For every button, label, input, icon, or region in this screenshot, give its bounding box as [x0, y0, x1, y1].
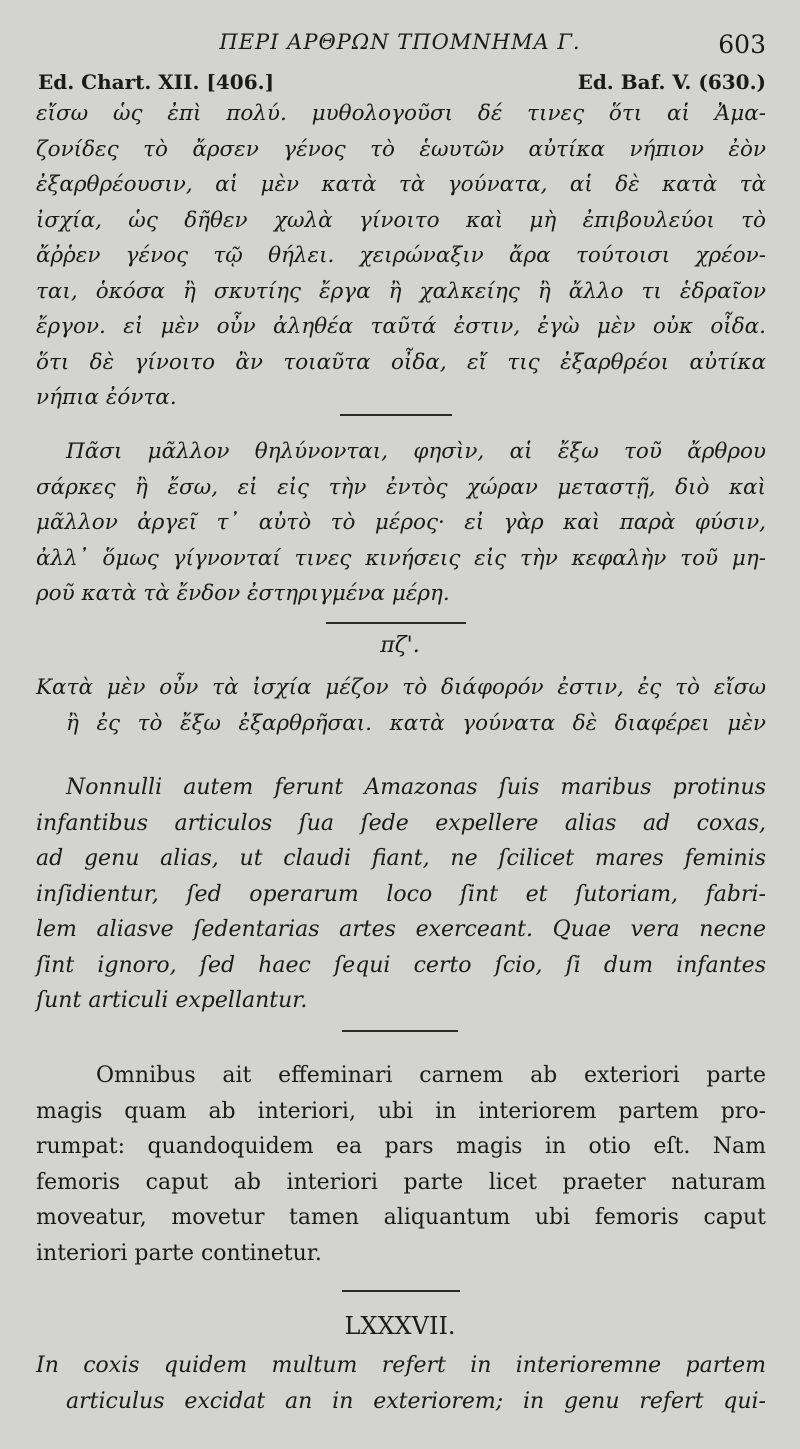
greek-paragraph-2	[36, 434, 766, 612]
text-line: ἔργον. εἰ μὲν οὖν ἀληθέα ταῦτά ἐστιν, ἐγὼ μὲν οὐκ οἶδα.	[36, 314, 766, 339]
text-line: σάρκες ἢ ἔσω, εἰ εἰς τὴν ἐντὸς χώραν μεταστῇ, διὸ καὶ	[36, 474, 766, 500]
section-divider	[340, 414, 452, 416]
text-line: ſint ignoro, ſed haec ſequi certo ſcio, ſi dum infantes	[36, 952, 766, 978]
edition-reference-right: Ed. Baf. V. (630.)	[577, 70, 766, 94]
text-line: ροῦ κατὰ τὰ ἔνδον ἐστηριγμένα μέρη.	[36, 581, 450, 606]
text-line: Πᾶσι μᾶλλον θηλύνονται, φησὶν, αἱ ἔξω τοῦ ἄρθρου	[66, 439, 766, 464]
text-line: rumpat: quandoquidem ea pars magis in otio eſt. Nam	[36, 1134, 766, 1159]
text-line: ad genu alias, ut claudi fiant, ne ſcilicet mares feminis	[36, 846, 766, 871]
text-line: moveatur, movetur tamen aliquantum ubi femoris caput	[36, 1205, 766, 1230]
text-line: ὅτι δὲ γίνοιτο ἂν τοιαῦτα οἶδα, εἴ τις ἐξαρθρέοι αὐτίκα	[36, 349, 766, 375]
text-line: ἀλλ᾽ ὅμως γίγνονταί τινες κινήσεις εἰς τὴν κεφαλὴν τοῦ μη-	[36, 545, 766, 571]
latin-paragraph-1	[36, 770, 766, 1019]
section-number-roman: LXXXVII.	[344, 1312, 456, 1340]
text-line: articulus excidat an in exteriorem; in genu refert qui-	[66, 1388, 766, 1414]
text-line: infantibus articulos ſua ſede expellere alias ad coxas,	[36, 810, 766, 836]
text-line: Nonnulli autem ferunt Amazonas ſuis maribus protinus	[66, 775, 766, 800]
text-line: ται, ὁκόσα ἢ σκυτίης ἔργα ἢ χαλκείης ἢ ἄλλο τι ἑδραῖον	[36, 278, 766, 304]
text-line: εἴσω ὡς ἐπὶ πολύ. μυθολογοῦσι δέ τινες ὅτι αἱ Ἀμα-	[36, 101, 766, 126]
text-line: ἰσχία, ὡς δῆθεν χωλὰ γίνοιτο καὶ μὴ ἐπιβουλεύοι τὸ	[36, 207, 766, 233]
text-line: magis quam ab interiori, ubi in interiorem partem pro-	[36, 1098, 766, 1124]
latin-paragraph-2	[36, 1058, 766, 1271]
text-line: νήπια ἐόντα.	[36, 385, 177, 410]
text-line: Κατὰ μὲν οὖν τὰ ἰσχία μέζον τὸ διάφορόν ἐστιν, ἐς τὸ εἴσω	[36, 675, 766, 700]
text-line: interiori parte continetur.	[36, 1240, 322, 1266]
page-number: 603	[718, 30, 766, 59]
running-title: ΠΕΡΙ ΑΡΘΡΩΝ ΤΠΟΜΝΗΜΑ Γ.	[219, 30, 581, 54]
text-line: ἐξαρθρέουσιν, αἱ μὲν κατὰ τὰ γούνατα, αἱ δὲ κατὰ τὰ	[36, 172, 766, 197]
latin-paragraph-3	[36, 1348, 766, 1419]
edition-reference-left: Ed. Chart. XII. [406.]	[38, 70, 275, 94]
greek-paragraph-3	[36, 670, 766, 741]
text-line: ſunt articuli expellantur.	[36, 988, 308, 1013]
text-line: Omnibus ait effeminari carnem ab exteriori parte	[96, 1063, 766, 1088]
text-line: femoris caput ab interiori parte licet praeter naturam	[36, 1169, 766, 1195]
text-line: inſidientur, ſed operarum loco ſint et ſutoriam, fabri-	[36, 881, 766, 907]
text-line: ζονίδες τὸ ἄρσεν γένος τὸ ἑωυτῶν αὐτίκα νήπιον ἐὸν	[36, 136, 766, 162]
section-divider	[342, 1290, 460, 1292]
text-line: ἄῤῥεν γένος τῷ θήλει. χειρώναξιν ἄρα τούτοισι χρέον-	[36, 243, 766, 268]
text-line: In coxis quidem multum refert in interioremne partem	[36, 1353, 766, 1378]
text-line: lem aliasve ſedentarias artes exerceant. Quae vera necne	[36, 917, 766, 942]
text-line: μᾶλλον ἀργεῖ τ᾽ αὐτὸ τὸ μέρος· εἰ γὰρ καὶ παρὰ φύσιν,	[36, 510, 766, 535]
section-divider	[326, 622, 466, 624]
greek-paragraph-1	[36, 96, 766, 416]
text-line: ἢ ἐς τὸ ἔξω ἐξαρθρῆσαι. κατὰ γούνατα δὲ διαφέρει μὲν	[66, 710, 766, 736]
section-number-greek: πζ'.	[380, 633, 420, 658]
section-divider	[342, 1030, 458, 1032]
